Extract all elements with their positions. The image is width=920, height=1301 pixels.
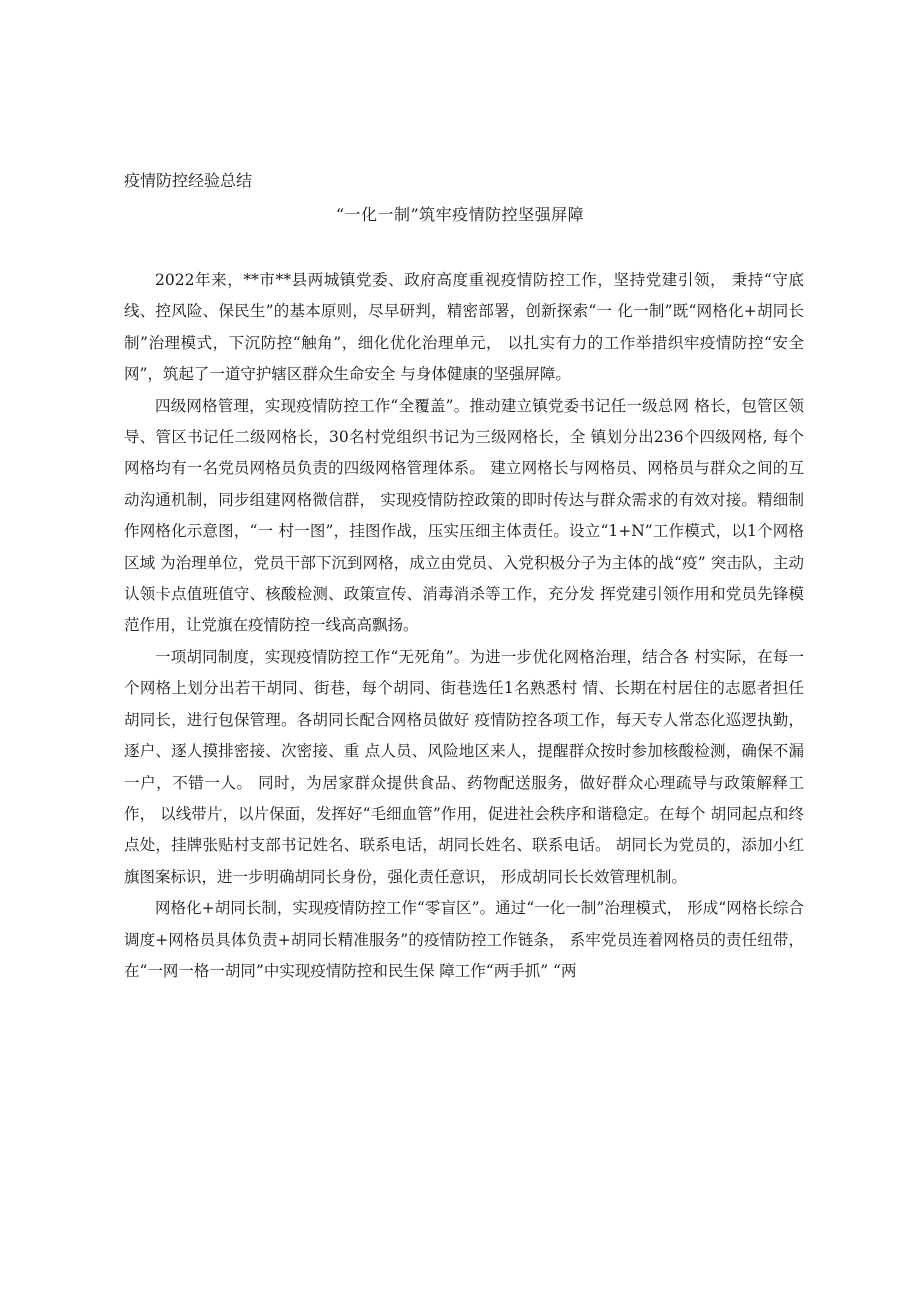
document-title: “一化一制”筑牢疫情防控坚强屏障 [335,205,585,224]
paragraph-intro: 2022年来，**市**县两城镇党委、政府高度重视疫情防控工作，坚持党建引领， 秉持“守底线、控风险、保民生”的基本原则，尽早研判，精密部署，创新探索“一 化一制”既“网格化+胡同长制”治理模式，下沉防控“触角”，细化优化治理单元， 以扎实有力的工作举措织牢疫情防控“安全网”，筑起了一道守护辖区群众生命安全 与身体健康的坚强屏障。 [124,271,804,384]
document-label: 疫情防控经验总结 [124,171,253,190]
document-body [124,265,804,987]
paragraph-grid-management: 四级网格管理，实现疫情防控工作“全覆盖”。推动建立镇党委书记任一级总网 格长，包管区领导、管区书记任二级网格长，30名村党组织书记为三级网格长，全 镇划分出236个四级网格, 每个网格均有一名党员网格员负责的四级网格管理体系。 建立网格长与网格员、网格员与群众之间的互动沟通机制，同步组建网格微信群， 实现疫情防控政策的即时传达与群众需求的有效对接。精细制作网格化示意图，“一 村一图”，挂图作战，压实压细主体责任。设立“1+N”工作模式，以1个网格区域 为治理单位，党员干部下沉到网格，成立由党员、入党积极分子为主体的战“疫” 突击队，主动认领卡点值班值守、核酸检测、政策宣传、消毒消杀等工作，充分发 挥党建引领作用和党员先锋模范作用，让党旗在疫情防控一线高高飘扬。 [124,396,804,635]
paragraph-hutong-system: 一项胡同制度，实现疫情防控工作“无死角”。为进一步优化网格治理，结合各 村实际，在每一个网格上划分出若干胡同、街巷，每个胡同、街巷选任1名熟悉村 情、长期在村居住的志愿者担任胡同长，进行包保管理。各胡同长配合网格员做好 疫情防控各项工作，每天专人常态化巡逻执勤，逐户、逐人摸排密接、次密接、重 点人员、风险地区来人，提醒群众按时参加核酸检测，确保不漏一户，不错一人。 同时，为居家群众提供食品、药物配送服务，做好群众心理疏导与政策解释工作， 以线带片，以片保面，发挥好“毛细血管”作用，促进社会秩序和谐稳定。在每个 胡同起点和终点处，挂牌张贴村支部书记姓名、联系电话，胡同长姓名、联系电话。 胡同长为党员的，添加小红旗图案标识，进一步明确胡同长身份，强化责任意识， 形成胡同长长效管理机制。 [124,647,804,886]
paragraph-combined-model: 网格化+胡同长制，实现疫情防控工作“零盲区”。通过“一化一制”治理模式， 形成“网格长综合调度+网格员具体负责+胡同长精准服务”的疫情防控工作链条， 系牢党员连着网格员的责任纽带，在“一网一格一胡同”中实现疫情防控和民生保 障工作“两手抓” “两 [124,899,804,980]
